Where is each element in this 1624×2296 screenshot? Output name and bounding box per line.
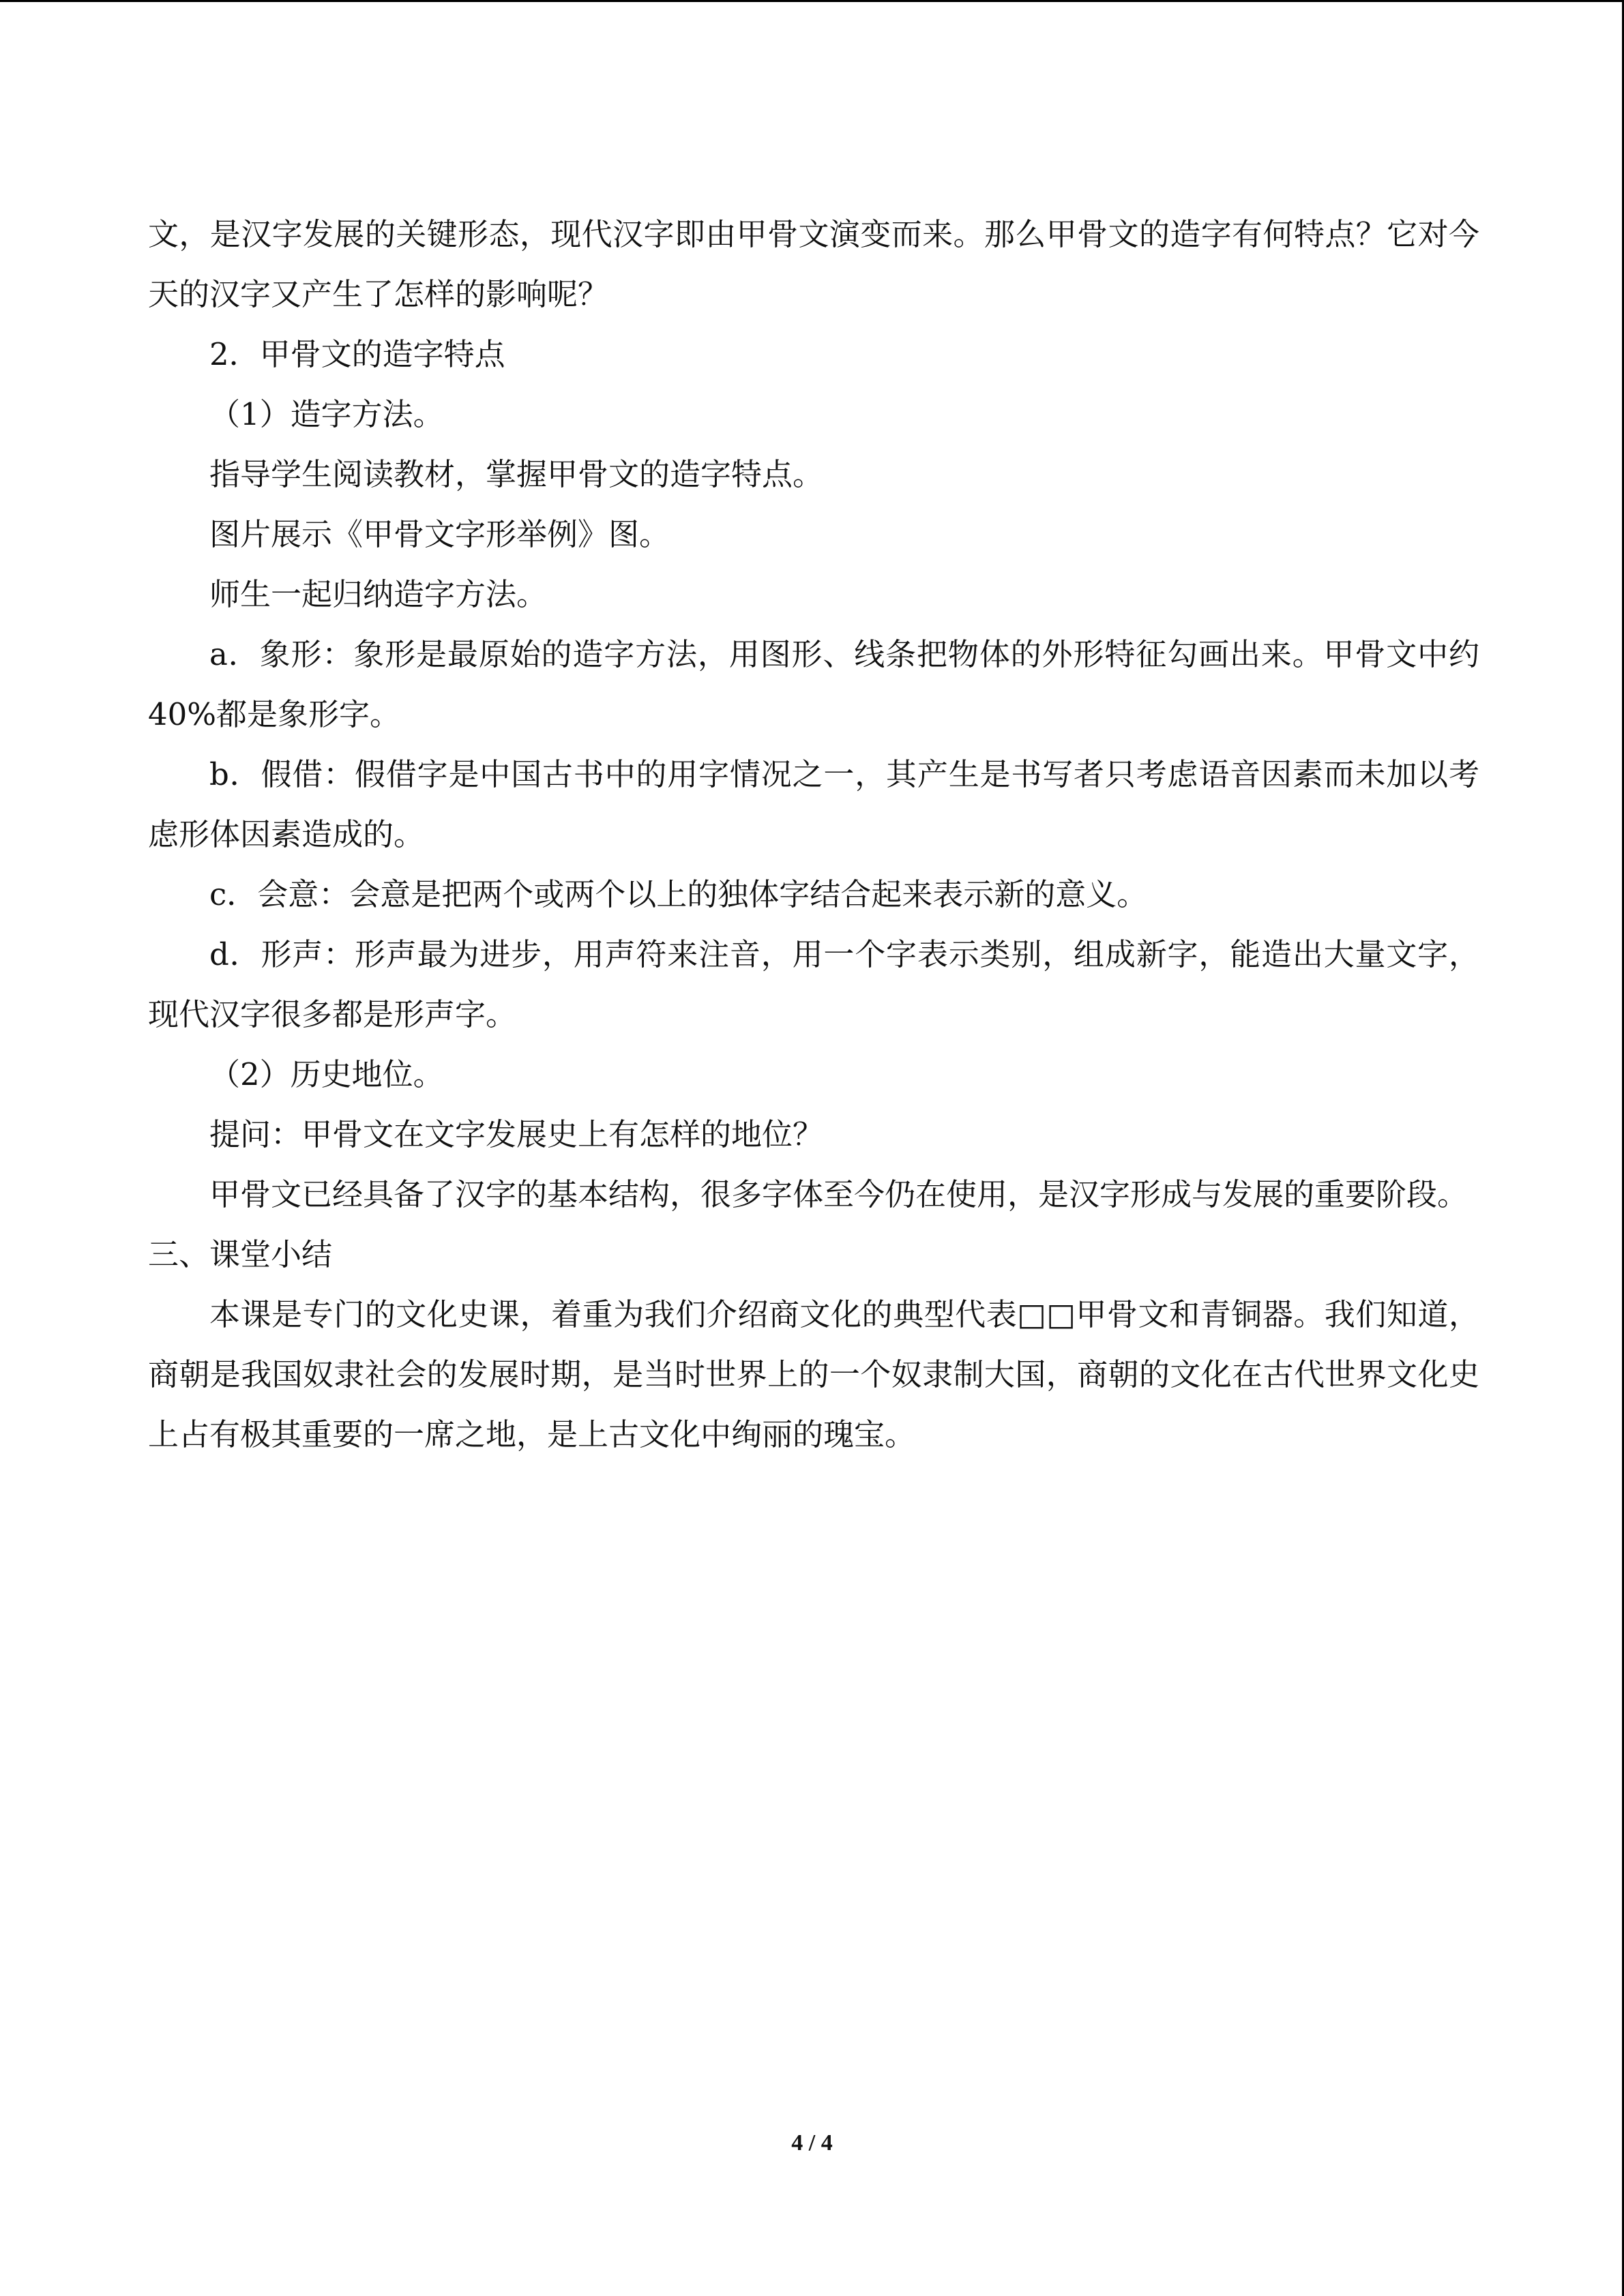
page-number: 4 / 4	[791, 2130, 833, 2156]
paragraph-answer: 甲骨文已经具备了汉字的基本结构，很多字体至今仍在使用，是汉字形成与发展的重要阶段。	[209, 1176, 1468, 1212]
paragraph-ideogram: c．会意：会意是把两个或两个以上的独体字结合起来表示新的意义。	[209, 876, 1148, 912]
document-body	[148, 205, 1479, 1465]
paragraph-question: 提问：甲骨文在文字发展史上有怎样的地位？	[209, 1116, 824, 1152]
paragraph-pictograph: a．象形：象形是最原始的造字方法，用图形、线条把物体的外形特征勾画出来。甲骨文中约 40%都是象形字。	[148, 636, 1479, 732]
subheading-methods: （1）造字方法。	[209, 396, 444, 432]
subheading-historical-status: （2）历史地位。	[209, 1056, 444, 1092]
paragraph-image-display: 图片展示《甲骨文字形举例》图。	[209, 516, 670, 552]
paragraph-phono-semantic: d．形声：形声最为进步，用声符来注音，用一个字表示类别，组成新字，能造出大量文字，现代汉字很多都是形声字。	[148, 936, 1479, 1032]
section-heading-summary: 三、课堂小结	[148, 1236, 333, 1272]
subheading-oracle-features: 2．甲骨文的造字特点	[209, 336, 505, 372]
paragraph-summarize-methods: 师生一起归纳造字方法。	[209, 576, 548, 612]
paragraph-loan-character: b．假借：假借字是中国古书中的用字情况之一，其产生是书写者只考虑语音因素而未加以考虑形体因素造成的。	[148, 756, 1479, 852]
paragraph-summary: 本课是专门的文化史课，着重为我们介绍商文化的典型代表□□甲骨文和青铜器。我们知道，商朝是我国奴隶社会的发展时期，是当时世界上的一个奴隶制大国，商朝的文化在古代世界文化史上占有极其重要的一席之地，是上古文化中绚丽的瑰宝。	[148, 1296, 1479, 1452]
paragraph-guide-reading: 指导学生阅读教材，掌握甲骨文的造字特点。	[209, 456, 824, 492]
top-border-rule	[0, 0, 1624, 2]
paragraph-continuation: 文，是汉字发展的关键形态，现代汉字即由甲骨文演变而来。那么甲骨文的造字有何特点？它对今天的汉字又产生了怎样的影响呢？	[148, 216, 1479, 312]
